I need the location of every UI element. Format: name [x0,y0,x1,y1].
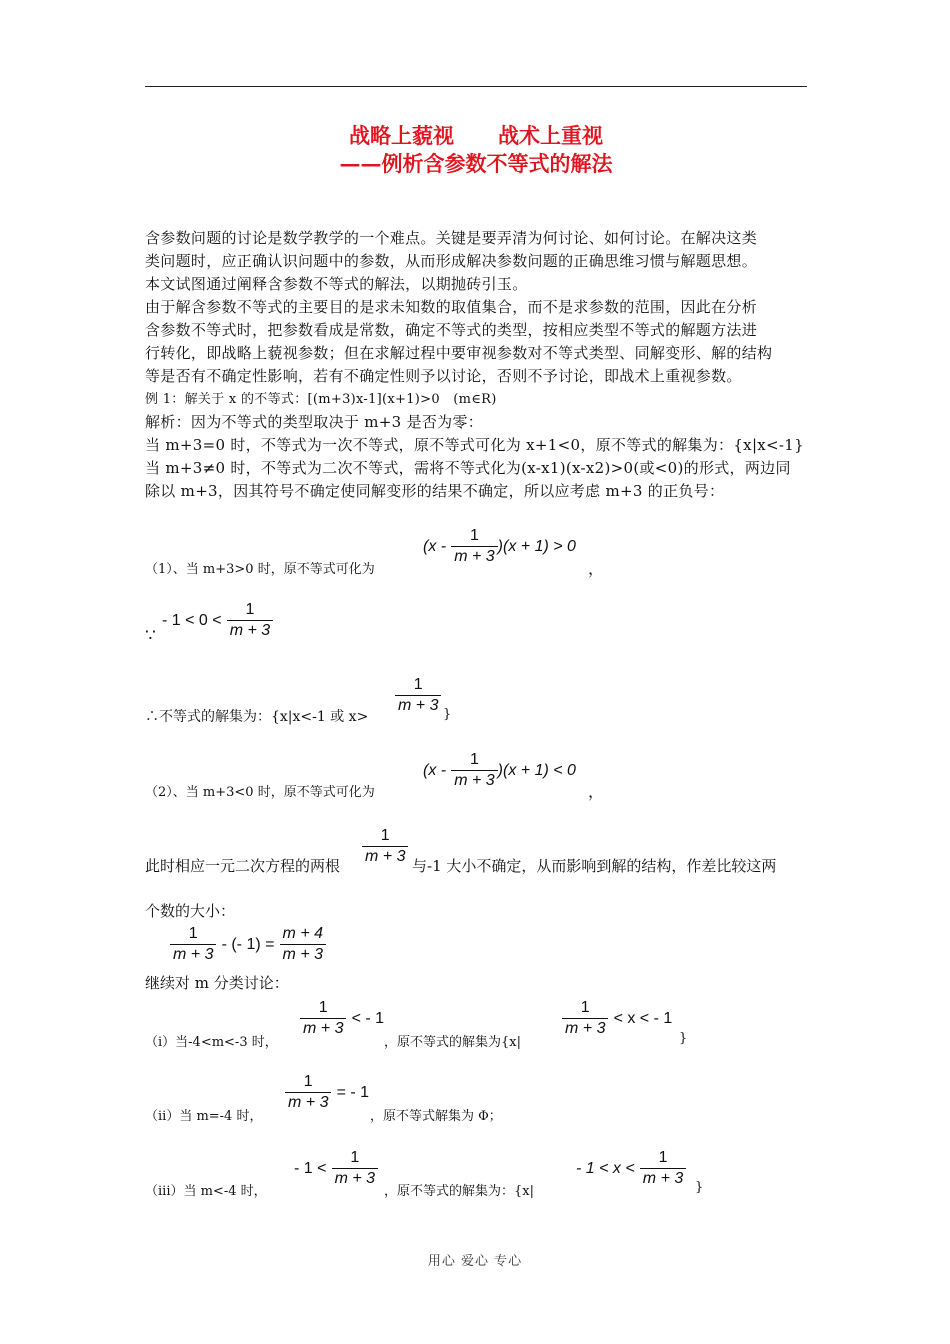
fraction-1-over-m-plus-3 [395,675,441,716]
sub-i-set-expr: < x < - 1 [613,1010,673,1027]
analysis-line: 解析：因为不等式的类型取决于 m+3 是否为零： [145,413,484,431]
intro-line: 由于解含参数不等式的主要目的是求未知数的取值集合，而不是求参数的范围，因此在分析 [145,298,758,316]
page-footer: 用心 爱心 专心 [427,1254,523,1269]
title-part-a: 战略上藐视 [349,123,454,148]
part1-ineq-right: )(x + 1) > 0 [497,538,576,555]
fraction-numerator: 1 [350,1149,360,1166]
fraction-denominator: m + 3 [451,770,497,791]
fraction-denominator: m + 3 [362,846,408,867]
continue-line: 继续对 m 分类讨论： [145,974,289,992]
fraction-numerator: 1 [469,527,479,544]
fraction-1-over-m-plus-3 [300,998,346,1039]
fraction-numerator: 1 [658,1149,668,1166]
fraction-denominator: m + 3 [395,695,441,716]
intro-line: 类问题时，应正确认识问题中的参数，从而形成解决参数问题的正确思维习惯与解题思想。 [145,252,758,270]
fraction-1-over-m-plus-3 [332,1148,378,1189]
fraction-denominator: m + 3 [280,944,326,965]
fraction-numerator: 1 [469,751,479,768]
fraction-denominator: m + 3 [332,1168,378,1189]
part1-inequality [423,526,576,567]
fraction-denominator: m + 3 [170,944,216,965]
example-statement: 例 1：解关于 x 的不等式：[(m+3)x-1](x+1)>0 (m∈R) [145,392,497,407]
header-rule [145,86,807,87]
fraction-1-over-m-plus-3 [562,998,608,1039]
fraction-denominator: m + 3 [227,620,273,641]
title-part-b: 战术上重视 [498,123,603,148]
fraction-numerator: 1 [188,925,198,942]
roots-fraction [362,826,408,867]
part1-ineq-left: (x - [423,538,447,555]
intro-paragraph [145,227,807,503]
case-zero-line: 当 m+3=0 时，不等式为一次不等式，原不等式可化为 x+1<0，原不等式的解集为：{x|x<-1} [145,436,804,454]
sub-ii-condition [285,1072,369,1113]
fraction-1-over-m-plus-3 [285,1072,331,1113]
fraction-m-plus-4-over-m-plus-3 [280,924,326,965]
fraction-denominator: m + 3 [451,546,497,567]
fraction-numerator: 1 [413,676,423,693]
sub-iii-solution-set [576,1148,686,1189]
therefore-close: } [443,707,452,722]
difference-equation [170,924,326,965]
part1-comma: ， [588,559,605,578]
fraction-numerator: 1 [303,1073,313,1090]
fraction-1-over-m-plus-3 [170,924,216,965]
sub-ii-cond-text: = - 1 [336,1084,370,1101]
because-symbol: ∵ [145,626,156,646]
part2-comma: ， [588,782,605,801]
fraction-denominator: m + 3 [285,1092,331,1113]
fraction-1-over-m-plus-3 [451,526,497,567]
fraction-1-over-m-plus-3 [640,1148,686,1189]
sub-i-solution-set [562,998,672,1039]
sub-iii-label: （iii）当 m<-4 时， [145,1184,267,1199]
therefore-fraction [395,675,441,716]
sub-iii-cond-left: - 1 < [294,1160,327,1177]
roots-text-c: 个数的大小： [145,902,236,920]
difference-middle: - (- 1) = [221,936,275,953]
therefore-line [145,706,368,726]
sub-iii-close: } [695,1180,704,1195]
title-line-2: ——例析含参数不等式的解法 [339,151,613,176]
fraction-1-over-m-plus-3 [227,600,273,641]
therefore-text: ∴不等式的解集为：{x|x<-1 或 x> [145,709,369,725]
part2-ineq-right: )(x + 1) < 0 [497,762,576,779]
sub-i-close: } [679,1031,688,1046]
intro-line: 含参数不等式时，把参数看成是常数，确定不等式的类型，按相应类型不等式的解题方法进 [145,321,758,339]
fraction-denominator: m + 3 [562,1018,608,1039]
intro-line: 本文试图通过阐释含参数不等式的解法，以期抛砖引玉。 [145,275,528,293]
intro-line: 等是否有不确定性影响，若有不确定性则予以讨论，否则不予讨论，即战术上重视参数。 [145,367,742,385]
roots-line [145,855,340,876]
fraction-denominator: m + 3 [640,1168,686,1189]
sub-iii-condition [294,1148,378,1189]
intro-line: 行转化，即战略上藐视参数；但在求解过程中要审视参数对不等式类型、同解变形、解的结构 [145,344,773,362]
sub-iii-set-left: - 1 < x < [576,1160,635,1177]
sub-i-label: （i）当-4<m<-3 时， [145,1035,278,1050]
because-expression [162,600,273,641]
fraction-denominator: m + 3 [300,1018,346,1039]
part2-ineq-left: (x - [423,762,447,779]
part1-label: （1）、当 m+3>0 时，原不等式可化为 [145,562,375,577]
sub-ii-text: ，原不等式解集为 Φ； [370,1109,502,1124]
title-line-1 [145,122,807,150]
because-expr-text: - 1 < 0 < [162,612,222,629]
case-nonzero-line: 当 m+3≠0 时，不等式为二次不等式，需将不等式化为(x-x1)(x-x2)>0(或<0)的形式，两边同 [145,459,791,477]
fraction-numerator: 1 [380,827,390,844]
fraction-numerator: 1 [318,999,328,1016]
sub-i-cond-text: < - 1 [351,1010,385,1027]
sub-i-condition [300,998,384,1039]
sub-i-text: ，原不等式的解集为{x| [384,1035,521,1050]
fraction-numerator: 1 [245,601,255,618]
case-nonzero-line: 除以 m+3，因其符号不确定使同解变形的结果不确定，所以应考虑 m+3 的正负号： [145,482,725,500]
part2-label: （2）、当 m+3<0 时，原不等式可化为 [145,785,375,800]
sub-iii-text: ，原不等式的解集为：{x| [384,1184,534,1199]
sub-ii-label: （ii）当 m=-4 时， [145,1109,263,1124]
roots-text-a: 此时相应一元二次方程的两根 [145,857,341,875]
roots-text-b: 与-1 大小不确定，从而影响到解的结构，作差比较这两 [412,857,777,875]
fraction-numerator: m + 4 [282,925,324,942]
fraction-1-over-m-plus-3 [451,750,497,791]
part2-inequality [423,750,576,791]
fraction-1-over-m-plus-3 [362,826,408,867]
intro-line: 含参数问题的讨论是数学教学的一个难点。关键是要弄清为何讨论、如何讨论。在解决这类 [145,229,758,247]
fraction-numerator: 1 [580,999,590,1016]
